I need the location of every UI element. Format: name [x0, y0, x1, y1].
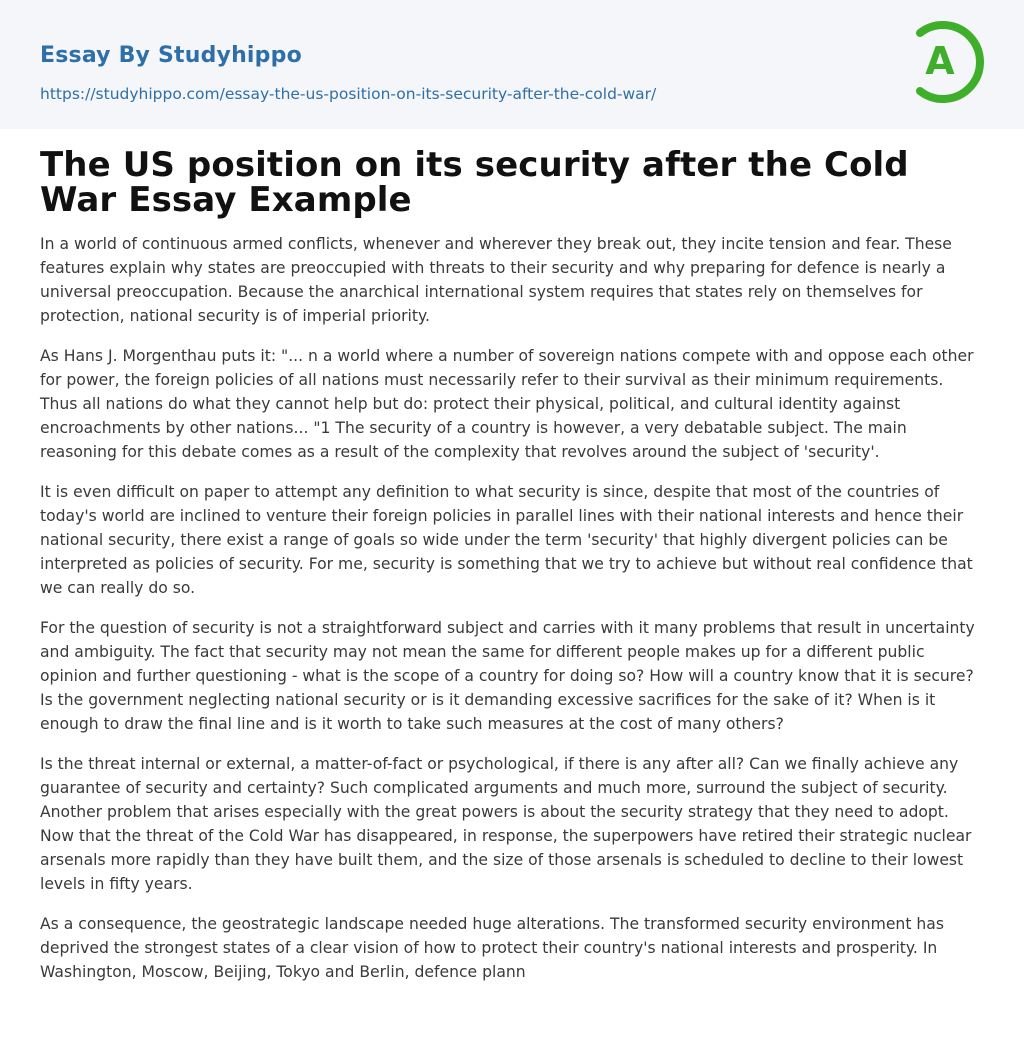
article-paragraph-1: In a world of continuous armed conflicts, whenever and wherever they break out, they incite tension and fear. These features explain why states are preoccupied with threats to their security and why preparing for defence is nearly a universal preoccupation. Because the anarchical international system requires that states rely on themselves for protection, national security is of imperial priority.	[40, 235, 952, 325]
site-header	[0, 0, 1024, 129]
article-paragraph-3: It is even difficult on paper to attempt any definition to what security is since, despite that most of the countries of today's world are inclined to venture their foreign policies in parallel lines with their national interests and hence their national security, there exist a range of goals so wide under the term 'security' that highly divergent policies can be interpreted as policies of security. For me, security is something that we try to achieve but without real confidence that we can really do so.	[40, 483, 973, 597]
article-paragraph-2: As Hans J. Morgenthau puts it: "... n a world where a number of sovereign nations compete with and oppose each other for power, the foreign policies of all nations must necessarily refer to their survival as their minimum requirements. Thus all nations do what they cannot help but do: protect their physical, political, and cultural identity against encroachments by other nations... "1 The security of a country is however, a very debatable subject. The main reasoning for this debate comes as a result of the complexity that revolves around the subject of 'security'.	[40, 347, 974, 461]
logo-letter: A	[925, 39, 955, 83]
article-title: The US position on its security after the Cold War Essay Example	[40, 145, 909, 220]
article-paragraph-6: As a consequence, the geostrategic landscape needed huge alterations. The transformed security environment has deprived the strongest states of a clear vision of how to protect their country's national interests and prosperity. In Washington, Moscow, Beijing, Tokyo and Berlin, defence plann	[40, 915, 944, 981]
article-paragraph-4: For the question of security is not a straightforward subject and carries with it many problems that result in uncertainty and ambiguity. The fact that security may not mean the same for different people makes up for a different public opinion and further questioning - what is the scope of a country for doing so? How will a country know that it is secure? Is the government neglecting national security or is it demanding excessive sacrifices for the sake of it? When is it enough to draw the final line and is it worth to take such measures at the cost of many others?	[40, 619, 975, 733]
page-url-link[interactable]: https://studyhippo.com/essay-the-us-position-on-its-security-after-the-cold-war/	[40, 85, 657, 103]
studyhippo-logo-icon[interactable]	[910, 19, 986, 105]
article	[40, 145, 984, 1000]
site-name[interactable]: Essay By Studyhippo	[40, 43, 302, 68]
article-paragraph-5: Is the threat internal or external, a matter-of-fact or psychological, if there is any after all? Can we finally achieve any guarantee of security and certainty? Such complicated arguments and much more, surround the subject of security. Another problem that arises especially with the great powers is about the security strategy that they need to adopt. Now that the threat of the Cold War has disappeared, in response, the superpowers have retired their strategic nuclear arsenals more rapidly than they have built them, and the size of those arsenals is scheduled to decline to their lowest levels in fifty years.	[40, 755, 972, 893]
